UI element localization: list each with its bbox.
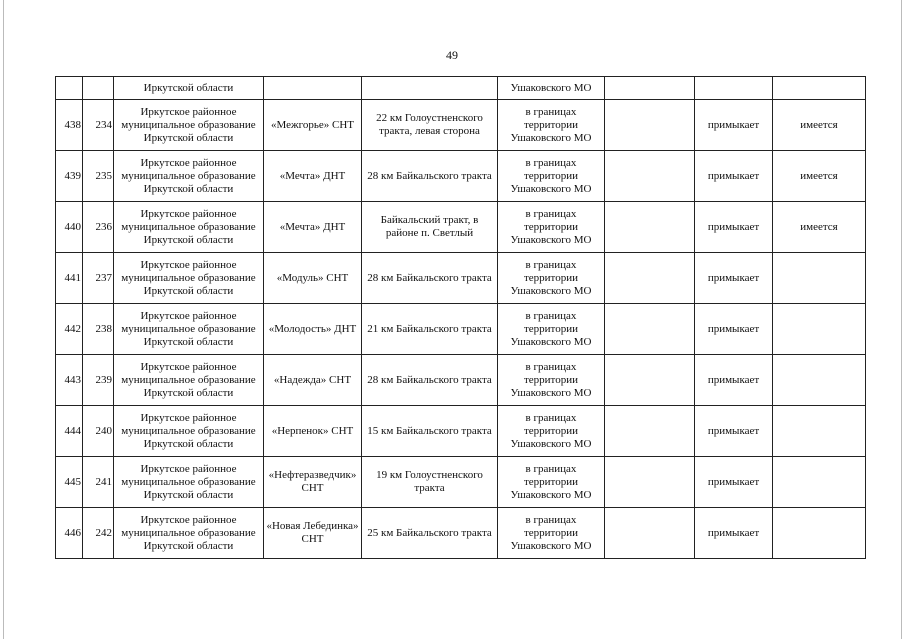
cell-n1: 444 (56, 406, 83, 457)
cell-territory: в границах территории Ушаковского МО (498, 304, 605, 355)
cell-availability (773, 253, 866, 304)
cell-col7 (605, 253, 695, 304)
cell-col7 (605, 508, 695, 559)
cell-region: Иркутское районное муниципальное образование Иркутской области (114, 457, 264, 508)
cell-adjacency: примыкает (695, 355, 773, 406)
table-row (56, 100, 866, 151)
cell-name: «Модуль» СНТ (264, 253, 362, 304)
cell-n2: 236 (83, 202, 114, 253)
scan-edge-left (3, 0, 4, 639)
cell-n1: 442 (56, 304, 83, 355)
cell-name: «Молодость» ДНТ (264, 304, 362, 355)
cell-territory: в границах территории Ушаковского МО (498, 406, 605, 457)
cell-n2: 234 (83, 100, 114, 151)
cell-n1: 441 (56, 253, 83, 304)
cell-region: Иркутское районное муниципальное образование Иркутской области (114, 253, 264, 304)
cell-n1: 443 (56, 355, 83, 406)
cell-n2: 235 (83, 151, 114, 202)
cell-region: Иркутское районное муниципальное образование Иркутской области (114, 355, 264, 406)
cell-location: 15 км Байкальского тракта (362, 406, 498, 457)
cell-availability (773, 406, 866, 457)
cell-territory: в границах территории Ушаковского МО (498, 508, 605, 559)
registry-table (55, 76, 866, 559)
cell-col7 (605, 202, 695, 253)
cell-name: «Новая Лебединка» СНТ (264, 508, 362, 559)
cell-region: Иркутское районное муниципальное образование Иркутской области (114, 100, 264, 151)
cell-region: Иркутское районное муниципальное образование Иркутской области (114, 151, 264, 202)
cell-n2: 242 (83, 508, 114, 559)
cell-col7 (605, 77, 695, 100)
cell-adjacency (695, 77, 773, 100)
cell-location: 28 км Байкальского тракта (362, 253, 498, 304)
table-row (56, 151, 866, 202)
cell-name: «Нерпенок» СНТ (264, 406, 362, 457)
cell-n2: 241 (83, 457, 114, 508)
cell-location: 21 км Байкальского тракта (362, 304, 498, 355)
cell-name: «Надежда» СНТ (264, 355, 362, 406)
cell-adjacency: примыкает (695, 457, 773, 508)
cell-territory: в границах территории Ушаковского МО (498, 202, 605, 253)
cell-availability (773, 355, 866, 406)
cell-name: «Мечта» ДНТ (264, 151, 362, 202)
cell-territory: в границах территории Ушаковского МО (498, 253, 605, 304)
cell-territory: в границах территории Ушаковского МО (498, 457, 605, 508)
cell-location: 28 км Байкальского тракта (362, 151, 498, 202)
cell-location: 25 км Байкальского тракта (362, 508, 498, 559)
cell-availability (773, 304, 866, 355)
cell-region: Иркутское районное муниципальное образование Иркутской области (114, 304, 264, 355)
table-row (56, 253, 866, 304)
cell-col7 (605, 100, 695, 151)
cell-adjacency: примыкает (695, 100, 773, 151)
cell-region: Иркутское районное муниципальное образование Иркутской области (114, 202, 264, 253)
cell-adjacency: примыкает (695, 202, 773, 253)
cell-territory: в границах территории Ушаковского МО (498, 151, 605, 202)
scan-edge-right (901, 0, 902, 639)
cell-col7 (605, 151, 695, 202)
cell-availability (773, 77, 866, 100)
cell-territory: Ушаковского МО (498, 77, 605, 100)
cell-region: Иркутское районное муниципальное образование Иркутской области (114, 508, 264, 559)
cell-adjacency: примыкает (695, 151, 773, 202)
cell-n2: 239 (83, 355, 114, 406)
cell-name: «Нефтеразведчик» СНТ (264, 457, 362, 508)
table-row (56, 406, 866, 457)
cell-availability (773, 457, 866, 508)
cell-col7 (605, 457, 695, 508)
cell-n2: 238 (83, 304, 114, 355)
cell-territory: в границах территории Ушаковского МО (498, 355, 605, 406)
cell-n1: 438 (56, 100, 83, 151)
cell-adjacency: примыкает (695, 508, 773, 559)
table-row (56, 457, 866, 508)
cell-location: 19 км Голоустненского тракта (362, 457, 498, 508)
cell-col7 (605, 355, 695, 406)
page-number: 49 (446, 48, 458, 62)
cell-name: «Межгорье» СНТ (264, 100, 362, 151)
table-row (56, 355, 866, 406)
cell-location: 28 км Байкальского тракта (362, 355, 498, 406)
cell-col7 (605, 304, 695, 355)
table-row (56, 202, 866, 253)
cell-adjacency: примыкает (695, 304, 773, 355)
table-row (56, 304, 866, 355)
cell-availability (773, 508, 866, 559)
cell-n1: 440 (56, 202, 83, 253)
cell-location (362, 77, 498, 100)
cell-adjacency: примыкает (695, 253, 773, 304)
cell-region: Иркутское районное муниципальное образование Иркутской области (114, 406, 264, 457)
cell-n1: 446 (56, 508, 83, 559)
cell-region: Иркутской области (114, 77, 264, 100)
table-row (56, 508, 866, 559)
cell-n1: 445 (56, 457, 83, 508)
cell-n1 (56, 77, 83, 100)
cell-name (264, 77, 362, 100)
cell-location: 22 км Голоустненского тракта, левая сторона (362, 100, 498, 151)
cell-adjacency: примыкает (695, 406, 773, 457)
cell-name: «Мечта» ДНТ (264, 202, 362, 253)
cell-n1: 439 (56, 151, 83, 202)
cell-availability: имеется (773, 151, 866, 202)
cell-n2 (83, 77, 114, 100)
cell-col7 (605, 406, 695, 457)
cell-n2: 240 (83, 406, 114, 457)
cell-availability: имеется (773, 100, 866, 151)
cell-n2: 237 (83, 253, 114, 304)
cell-territory: в границах территории Ушаковского МО (498, 100, 605, 151)
cell-availability: имеется (773, 202, 866, 253)
cell-location: Байкальский тракт, в районе п. Светлый (362, 202, 498, 253)
continuation-row (56, 77, 866, 100)
